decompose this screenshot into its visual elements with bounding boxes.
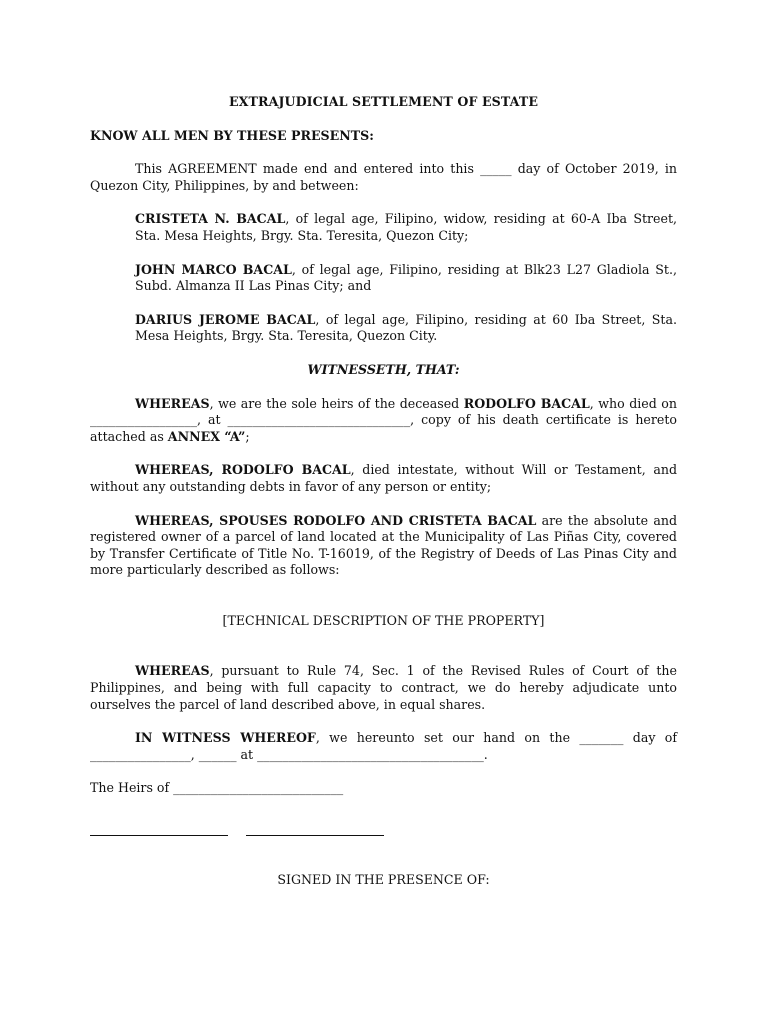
annex-label: ANNEX “A” — [167, 428, 246, 444]
whereas-4-text: , pursuant to Rule 74, Sec. 1 of the Revised Rules of Court of the Philippines, and being with full capacity to contract, we do hereby adjudicate unto ourselves the parcel of land described above, in equal shares. — [90, 663, 677, 712]
whereas-1-text-a: , we are the sole heirs of the deceased — [209, 395, 464, 411]
party-3 — [90, 312, 677, 345]
whereas-heirs-paragraph — [90, 396, 677, 446]
whereas-1-text-c: ; — [245, 428, 250, 444]
signed-presence-heading: SIGNED IN THE PRESENCE OF: — [277, 872, 490, 887]
document-body — [90, 94, 677, 797]
technical-description-placeholder: [TECHNICAL DESCRIPTION OF THE PROPERTY] — [222, 612, 545, 628]
party-2 — [90, 262, 677, 295]
whereas-intestate-paragraph — [90, 462, 677, 495]
decedent-name: RODOLFO BACAL — [463, 395, 590, 411]
opening-line: KNOW ALL MEN BY THESE PRESENTS: — [90, 127, 374, 143]
in-witness-text: , we hereunto set our hand on the _______ day of ________________, ______ at ____________________________________. — [90, 730, 677, 762]
party-2-details: , of legal age, Filipino, residing at Blk23 L27 Gladiola St., Subd. Almanza II Las Pinas City; and — [135, 261, 677, 294]
signature-line-2 — [246, 823, 384, 836]
signature-line-1 — [90, 823, 228, 836]
whereas-property-paragraph — [90, 513, 677, 579]
whereas-4-lead: WHEREAS — [135, 663, 210, 679]
party-1 — [90, 211, 677, 244]
party-3-details: , of legal age, Filipino, residing at 60 Iba Street, Sta. Mesa Heights, Brgy. Sta. Teresita, Quezon City. — [135, 311, 677, 344]
whereas-1-text-b: , who died on _________________, at _____________________________, copy of his death certificate is hereto attached as — [90, 395, 677, 444]
heir-signature-lines — [90, 821, 390, 837]
document-title: EXTRAJUDICIAL SETTLEMENT OF ESTATE — [228, 94, 539, 109]
intro-text: This AGREEMENT made end and entered into this _____ day of October 2019, in Quezon City, Philippines, by and between: — [90, 161, 677, 193]
whereas-2-lead: WHEREAS, RODOLFO BACAL — [135, 462, 351, 478]
in-witness-lead: IN WITNESS WHEREOF — [135, 730, 316, 746]
whereas-1-lead: WHEREAS — [135, 395, 210, 411]
whereas-adjudication-paragraph — [90, 663, 677, 713]
in-witness-paragraph — [90, 730, 677, 763]
heirs-of-line: The Heirs of ___________________________ — [90, 780, 344, 796]
witnesseth-heading: WITNESSETH, THAT: — [307, 361, 460, 377]
intro-paragraph — [90, 161, 677, 194]
whereas-3-lead: WHEREAS, SPOUSES RODOLFO AND CRISTETA BACAL — [135, 512, 537, 528]
party-3-name: DARIUS JEROME BACAL — [135, 311, 316, 327]
whereas-2-text: , died intestate, without Will or Testament, and without any outstanding debts in favor of any person or entity; — [90, 462, 678, 494]
party-1-name: CRISTETA N. BACAL — [135, 211, 286, 227]
whereas-3-text: are the absolute and registered owner of a parcel of land located at the Municipality of Las Piñas City, covered by Transfer Certificate of Title No. T-16019, of the Registry of Deeds of Las Pinas City and more particularly described as follows: — [90, 512, 678, 578]
party-2-name: JOHN MARCO BACAL — [135, 261, 292, 277]
party-1-details: , of legal age, Filipino, widow, residing at 60-A Iba Street, Sta. Mesa Heights, Brgy. Sta. Teresita, Quezon City; — [135, 211, 678, 243]
